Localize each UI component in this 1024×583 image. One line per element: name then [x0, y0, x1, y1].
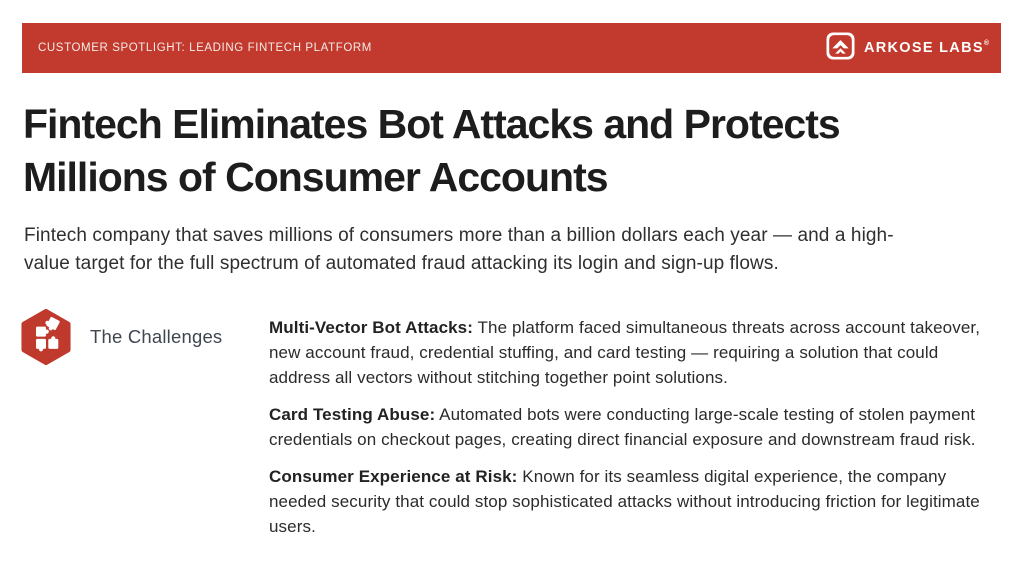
challenge-title: Consumer Experience at Risk:	[269, 467, 518, 486]
challenges-header	[21, 309, 269, 365]
challenge-item-card-testing-abuse	[269, 402, 995, 452]
puzzle-pieces-hexagon-icon	[21, 309, 71, 365]
trademark-symbol: ®	[983, 40, 989, 47]
challenges-section	[21, 309, 1024, 539]
challenges-list	[269, 309, 995, 539]
challenge-item-multi-vector-bot-attacks	[269, 315, 995, 390]
challenge-title: Multi-Vector Bot Attacks:	[269, 318, 474, 337]
challenge-title: Card Testing Abuse:	[269, 405, 436, 424]
challenge-body: The platform faced simultaneous threats across account takeover, new account fraud, credential stuffing, and card testing — requiring a solution that could address all vectors without stitching together point solutions.	[269, 318, 981, 387]
intro-paragraph: Fintech company that saves millions of consumers more than a billion dollars each year — and a high-value target for the full spectrum of automated fraud attacking its login and sign-up flows.	[24, 225, 894, 274]
spotlight-banner	[22, 23, 1001, 73]
arkose-labs-logo	[826, 32, 989, 65]
brand-name: ARKOSE LABS®	[863, 40, 989, 56]
arkose-labs-badge-icon	[826, 32, 855, 65]
banner-label: CUSTOMER SPOTLIGHT: LEADING FINTECH PLATFORM	[38, 42, 372, 54]
page-title: Fintech Eliminates Bot Attacks and Protects Millions of Consumer Accounts	[23, 101, 840, 200]
challenge-body: Automated bots were conducting large-scale testing of stolen payment credentials on checkout pages, creating direct financial exposure and downstream fraud risk.	[269, 405, 976, 449]
challenge-body: Known for its seamless digital experience, the company needed security that could stop sophisticated attacks without introducing friction for legitimate users.	[269, 467, 980, 536]
challenge-item-consumer-experience-at-risk	[269, 464, 995, 539]
challenges-section-label: The Challenges	[90, 326, 223, 347]
